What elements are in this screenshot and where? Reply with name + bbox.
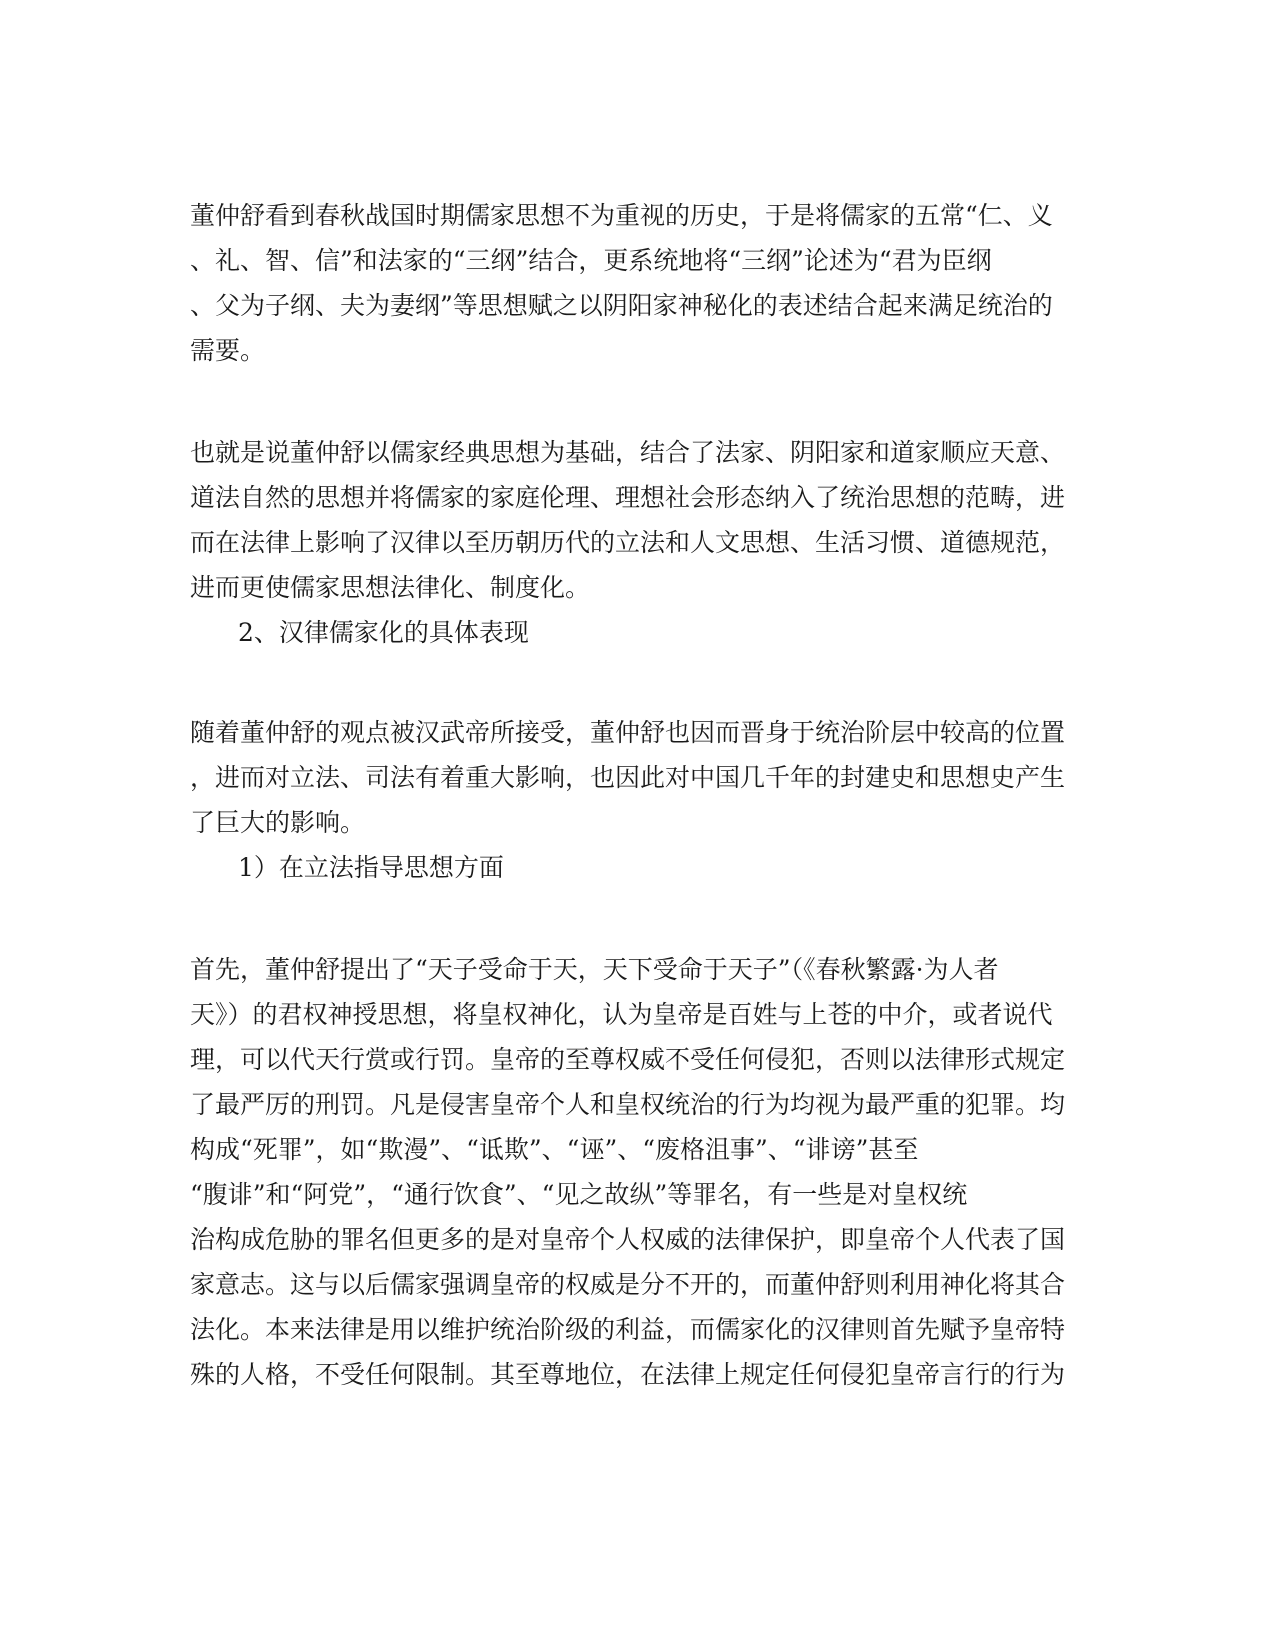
paragraph-1-line-4: 需要。 [190, 336, 266, 365]
paragraph-1-line-1: 董仲舒看到春秋战国时期儒家思想不为重视的历史，于是将儒家的五常“仁、义 [190, 201, 1053, 230]
paragraph-4-line-3: 理，可以代天行赏或行罚。皇帝的至尊权威不受任何侵犯，否则以法律形式规定 [190, 1045, 1066, 1074]
paragraph-4-line-8: 家意志。这与以后儒家强调皇帝的权威是分不开的，而董仲舒则利用神化将其合 [190, 1270, 1066, 1299]
paragraph-4-line-9: 法化。本来法律是用以维护统治阶级的利益，而儒家化的汉律则首先赋予皇帝特 [190, 1315, 1066, 1344]
paragraph-1-line-2: 、礼、智、信”和法家的“三纲”结合，更系统地将“三纲”论述为“君为臣纲 [190, 246, 992, 275]
paragraph-2-line-4: 进而更使儒家思想法律化、制度化。 [190, 573, 591, 602]
paragraph-4-line-2: 天》）的君权神授思想，将皇权神化，认为皇帝是百姓与上苍的中介，或者说代 [190, 1000, 1053, 1029]
paragraph-4-line-10: 殊的人格，不受任何限制。其至尊地位，在法律上规定任何侵犯皇帝言行的行为 [190, 1360, 1066, 1389]
paragraph-3-line-2: ，进而对立法、司法有着重大影响，也因此对中国几千年的封建史和思想史产生 [190, 763, 1066, 792]
paragraph-3-line-3: 了巨大的影响。 [190, 808, 366, 837]
paragraph-2-line-3: 而在法律上影响了汉律以至历朝历代的立法和人文思想、生活习惯、道德规范， [190, 528, 1066, 557]
paragraph-3-line-1: 随着董仲舒的观点被汉武帝所接受，董仲舒也因而晋身于统治阶层中较高的位置 [190, 718, 1066, 747]
paragraph-4-line-4: 了最严厉的刑罚。凡是侵害皇帝个人和皇权统治的行为均视为最严重的犯罪。均 [190, 1090, 1066, 1119]
paragraph-4-line-7: 治构成危胁的罪名但更多的是对皇帝个人权威的法律保护，即皇帝个人代表了国 [190, 1225, 1066, 1254]
paragraph-2-line-1: 也就是说董仲舒以儒家经典思想为基础，结合了法家、阴阳家和道家顺应天意、 [190, 438, 1066, 467]
paragraph-4-line-6: “腹诽”和“阿党”，“通行饮食”、“见之故纵”等罪名，有一些是对皇权统 [190, 1180, 968, 1209]
paragraph-4-line-5: 构成“死罪”，如“欺漫”、“诋欺”、“诬”、“废格沮事”、“诽谤”甚至 [190, 1135, 919, 1164]
subsection-heading-1: 1）在立法指导思想方面 [238, 853, 504, 882]
paragraph-1-line-3: 、父为子纲、夫为妻纲”等思想赋之以阴阳家神秘化的表述结合起来满足统治的 [190, 291, 1053, 320]
paragraph-4-line-1: 首先，董仲舒提出了“天子受命于天，天下受命于天子”（《春秋繁露·为人者 [190, 955, 999, 984]
paragraph-2-line-2: 道法自然的思想并将儒家的家庭伦理、理想社会形态纳入了统治思想的范畴，进 [190, 483, 1066, 512]
section-heading-2: 2、汉律儒家化的具体表现 [238, 618, 529, 647]
